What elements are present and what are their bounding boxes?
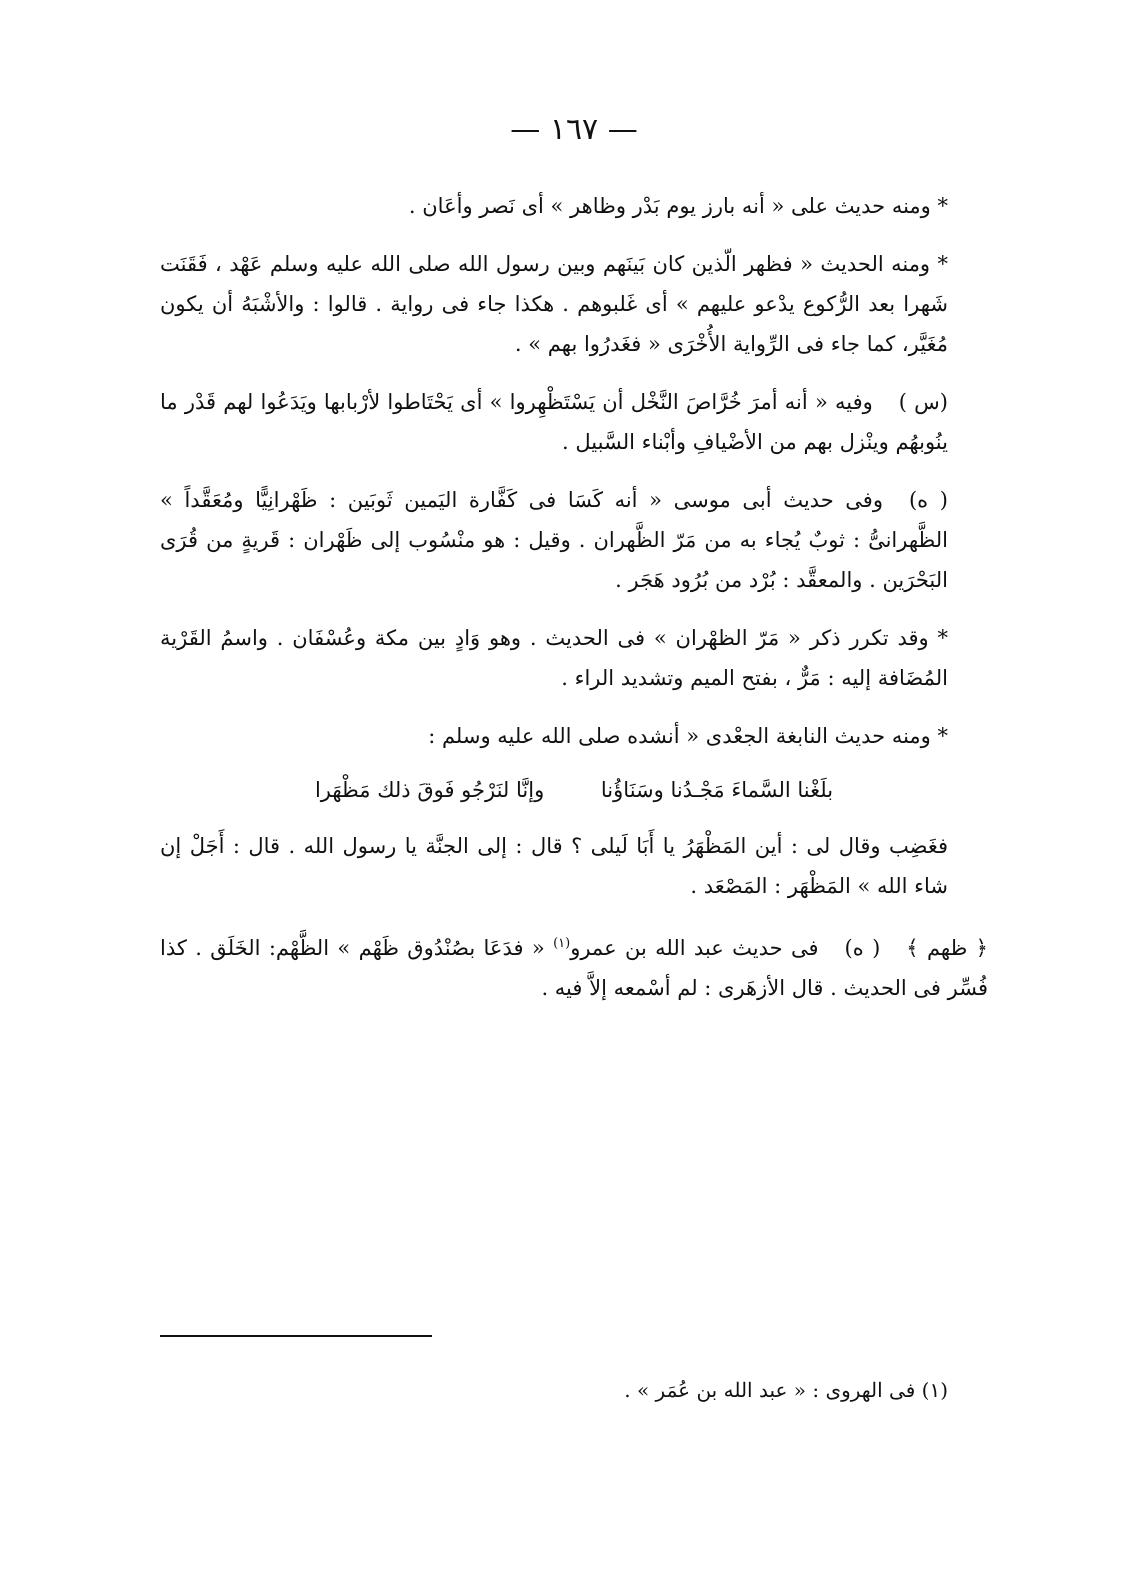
paragraph [160,382,988,462]
page-number: — ١٦٧ — [510,112,638,147]
footnote: (١) فى الهروى : « عبد الله بن عُمَر » . [624,1378,948,1402]
entry-text: فى حديث عبد الله بن عمرو [570,936,819,960]
source-tag: ( ه) [908,488,948,512]
source-tag: (س ) [898,390,948,414]
body-text [160,186,988,1008]
footnote-reference: (١) [553,936,571,951]
dictionary-entry [160,924,988,1008]
source-tag: ( ه) [844,936,881,960]
footnote-divider [160,1335,432,1337]
paragraph [160,618,988,698]
entry-text-continued: « فدَعَا بصُنْدُوق ظَهْم » الظَّهْم: الخَلَق . كذا فُسِّر فى الحديث . قال الأزهَرى : لم أسْمعه إلاَّ فيه . [160,936,988,1000]
paragraph [160,826,988,906]
paragraph-text: وفى حديث أبى موسى « أنه كَسَا فى كَفَّارة اليَمين ثَوبَين : ظَهْرانِيًّا ومُعَقَّداً » الظَّهرانىُّ : ثوبٌ يُجاء به من مَرّ الظَّهران . وقيل : هو منْسُوب إلى ظَهْران : قَريةٍ من قُرَى البَحْرَين . والمعقَّد : بُرْد من بُرُود هَجَر . [160,488,948,592]
paragraph-text: * ومنه حديث النابغة الجعْدى « أنشده صلى الله عليه وسلم : [428,724,948,748]
paragraph-text: * ومنه الحديث « فظهر الّذين كان بَينَهم وبين رسول الله صلى الله عليه وسلم عَهْد ، فَقَنَت شَهرا بعد الرُّكوع يدْعو عليهم » أى غَلبوهم . هكذا جاء فى رواية . قالوا : والأشْبَهُ أن يكون مُغَيَّر، كما جاء فى الرِّواية الأُخْرَى « فغَدرُوا بهم » . [160,252,948,356]
paragraph-text: فغَضِب وقال لى : أين المَظْهَرُ يا أَبَا لَيلى ؟ قال : إلى الجنَّة يا رسول الله . قال : أَجَلْ إن شاء الله » المَظْهَر : المَصْعَد . [160,834,948,898]
paragraph [160,186,988,226]
entry-heading: ﴿ ظهم ﴾ [906,936,988,960]
paragraph [160,716,988,756]
paragraph-text: * وقد تكرر ذكر « مَرّ الظهْران » فى الحديث . وهو وَادٍ بين مكة وعُسْفَان . واسمُ القَرْية المُضَافة إليه : مَرٌّ ، بفتح الميم وتشديد الراء . [160,626,948,690]
verse-second-hemistich: وإنَّا لنَرْجُو فَوقَ ذلك مَظْهَرا [314,778,545,802]
paragraph-text: وفيه « أنه أمرَ خُرَّاصَ النَّخْل أن يَسْتَظْهِروا » أى يَحْتَاطوا لأرْبابها ويَدَعُوا لهم قَدْر ما ينُوبهُم وينْزل بهم من الأضْيافِ وأبْناء السَّبيل . [160,390,948,454]
document-page [160,0,988,1586]
paragraph [160,480,988,600]
paragraph-text: * ومنه حديث على « أنه بارز يوم بَدْر وظاهر » أى نَصر وأعَان . [408,194,948,218]
poetry-verse [160,770,988,810]
paragraph [160,244,988,364]
verse-first-hemistich: بلَغْنا السَّماءَ مَجْـدُنا وسَنَاؤُنا [600,778,834,802]
